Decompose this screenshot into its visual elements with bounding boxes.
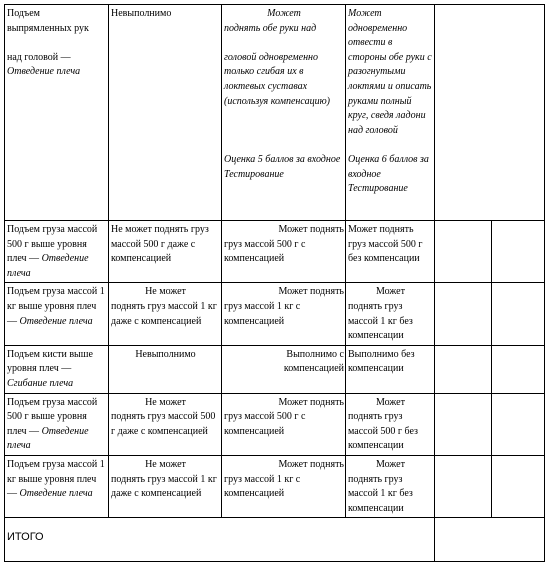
result-cell-2: Может поднять груз массой 1 кг с компенсацией (222, 455, 346, 517)
total-row (5, 518, 545, 562)
test-cell: Подъем груза массой 1 кг выше уровня плеч — Отведение плеча (5, 283, 109, 345)
score-cell (435, 455, 492, 517)
result-cell-3: Выполнимо без компенсации (346, 345, 435, 393)
test-cell: Подъем груза массой 500 г выше уровня плеч — Отведение плеча (5, 393, 109, 455)
result-cell-3: Может поднять груз массой 500 г без компенсации (346, 221, 435, 283)
result-cell-2: Может поднять обе руки над головой одновременно только сгибая их в локтевых суставах (используя компенсацию) Оценка 5 баллов за входное Тестирование (222, 5, 346, 221)
table-row (5, 283, 545, 345)
result-cell-3: Может поднять груз массой 1 кг без компенсации (346, 283, 435, 345)
table-row (5, 393, 545, 455)
result-cell-2: Выполнимо с компенсацией (222, 345, 346, 393)
result-cell-1: Не может поднять груз массой 500 г даже с компенсацией (109, 393, 222, 455)
score-cell (492, 345, 545, 393)
total-score-cell (435, 518, 545, 562)
result-cell-2: Может поднять груз массой 1 кг с компенсацией (222, 283, 346, 345)
table-row (5, 5, 545, 221)
result-cell-1: Не может поднять груз массой 500 г даже с компенсацией (109, 221, 222, 283)
score-cell (435, 283, 492, 345)
assessment-table (4, 4, 545, 562)
test-cell: Подъем груза массой 500 г выше уровня плеч — Отведение плеча (5, 221, 109, 283)
test-cell: Подъем выпрямленных рук над головой — Отведение плеча (5, 5, 109, 221)
score-cell (492, 393, 545, 455)
table-row (5, 221, 545, 283)
score-cell (435, 221, 492, 283)
result-cell-3: Может поднять груз массой 500 г без компенсации (346, 393, 435, 455)
score-cell (492, 221, 545, 283)
test-cell: Подъем груза массой 1 кг выше уровня плеч — Отведение плеча (5, 455, 109, 517)
result-cell-1: Не может поднять груз массой 1 кг даже с компенсацией (109, 455, 222, 517)
result-cell-2: Может поднять груз массой 500 г с компенсацией (222, 393, 346, 455)
result-cell-1: Не может поднять груз массой 1 кг даже с компенсацией (109, 283, 222, 345)
score-cell (435, 5, 545, 221)
score-cell (492, 283, 545, 345)
test-cell: Подъем кисти выше уровня плеч — Сгибание плеча (5, 345, 109, 393)
total-label: ИТОГО (5, 518, 435, 562)
table-row (5, 345, 545, 393)
result-cell-3: Может одновременно отвести в стороны обе руки с разогнутыми локтями и описать руками полный круг, сведя ладони над головой Оценка 6 баллов за входное Тестирование (346, 5, 435, 221)
score-cell (435, 393, 492, 455)
result-cell-2: Может поднять груз массой 500 г с компенсацией (222, 221, 346, 283)
result-cell-1: Невыполнимо (109, 345, 222, 393)
score-cell (435, 345, 492, 393)
score-cell (492, 455, 545, 517)
table-row (5, 455, 545, 517)
result-cell-3: Может поднять груз массой 1 кг без компенсации (346, 455, 435, 517)
result-cell-1: Невыполнимо (109, 5, 222, 221)
